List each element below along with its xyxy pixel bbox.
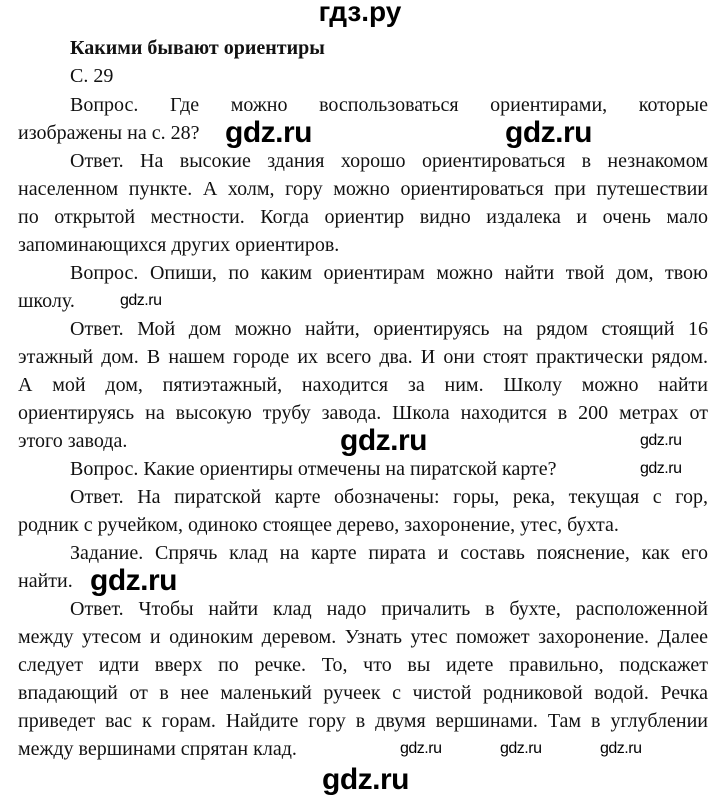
watermark-small: gdz.ru	[500, 740, 542, 757]
text-line: изображены на с. 28?	[18, 122, 200, 144]
text-line: Вопрос. Опиши, по каким ориентирам можно найти твой дом, твою	[70, 262, 708, 284]
text-line: Ответ. На высокие здания хорошо ориентироваться в незнакомом	[70, 150, 708, 172]
text-line: Ответ. Мой дом можно найти, ориентируясь на рядом стоящий 16	[70, 318, 708, 340]
site-header: гдз.ру	[318, 0, 402, 27]
text-line: найти.	[18, 570, 73, 592]
text-line: школу.	[18, 290, 75, 312]
text-line: Задание. Спрячь клад на карте пирата и составь пояснение, как его	[70, 542, 708, 564]
watermark-small: gdz.ru	[600, 740, 642, 757]
watermark: gdz.ru	[340, 424, 427, 457]
text-line: этажный дом. В нашем городе их всего два. И они стоят практически рядом.	[18, 346, 708, 368]
text-line: впадающий от в нее маленький ручеек с чистой родниковой водой. Речка	[18, 682, 708, 704]
section-title: Какими бывают ориентиры	[70, 37, 325, 59]
text-line: следует идти вверх по речке. То, что вы идете правильно, подскажет	[18, 654, 708, 676]
text-line: Вопрос. Какие ориентиры отмечены на пиратской карте?	[70, 458, 557, 480]
text-line: между утесом и одиноким деревом. Узнать утес поможет захоронение. Далее	[18, 626, 708, 648]
watermark: gdz.ru	[225, 116, 312, 149]
text-line: по открытой местности. Когда ориентир видно издалека и очень мало	[18, 206, 708, 228]
text-line: населенном пункте. А холм, гору можно ориентироваться при путешествии	[18, 178, 708, 200]
watermark-small: gdz.ru	[640, 432, 682, 449]
text-line: ориентируясь на высокую трубу завода. Школа находится в 200 метрах от	[18, 402, 708, 424]
watermark-small: gdz.ru	[120, 292, 162, 309]
text-line: Ответ. Чтобы найти клад надо причалить в бухте, расположенной	[70, 598, 708, 620]
watermark: gdz.ru	[90, 564, 177, 597]
watermark-small: gdz.ru	[400, 740, 442, 757]
text-line: А мой дом, пятиэтажный, находится за ним. Школу можно найти	[18, 374, 708, 396]
text-line: Вопрос. Где можно воспользоваться ориентирами, которые	[70, 94, 708, 116]
text-line: Ответ. На пиратской карте обозначены: горы, река, текущая с гор,	[70, 486, 708, 508]
text-line: родник с ручейком, одиноко стоящее дерево, захоронение, утес, бухта.	[18, 514, 619, 536]
page-reference: С. 29	[70, 65, 114, 87]
watermark: gdz.ru	[505, 116, 592, 149]
text-line: этого завода.	[18, 430, 128, 452]
watermark-small: gdz.ru	[640, 460, 682, 477]
text-line: между вершинами спрятан клад.	[18, 738, 297, 760]
watermark: gdz.ru	[322, 763, 409, 796]
text-line: запоминающихся других ориентиров.	[18, 234, 340, 256]
text-line: приведет вас к горам. Найдите гору в двумя вершинами. Там в углублении	[18, 710, 708, 732]
